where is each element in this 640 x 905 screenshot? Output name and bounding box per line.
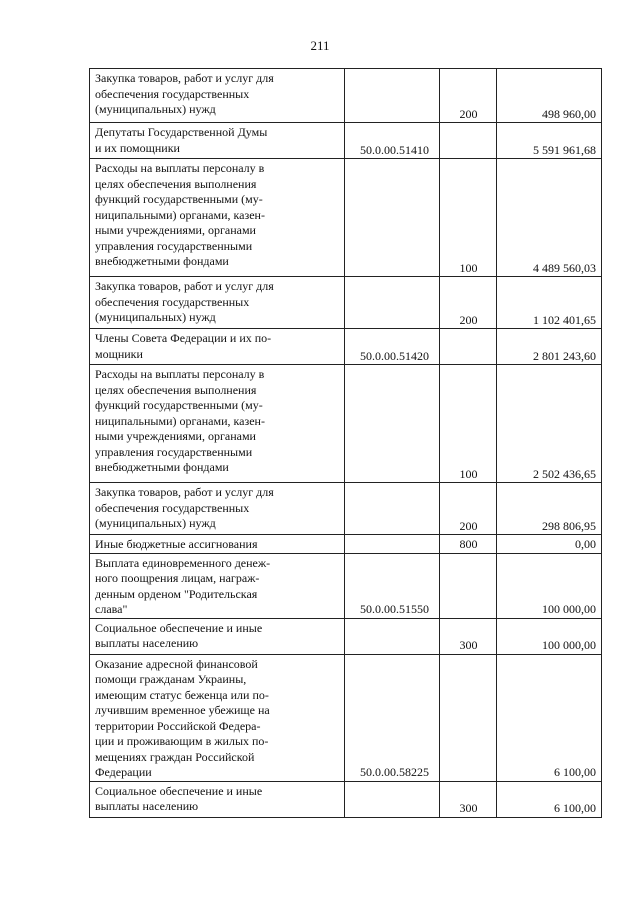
row-name-cell [90, 535, 345, 554]
row-code-cell [345, 781, 440, 817]
row-type-cell: 100 [440, 365, 497, 483]
row-name-line: ными учреждениями, органами [95, 223, 256, 237]
budget-table [89, 68, 602, 818]
table-row [90, 329, 602, 365]
row-name-line: Закупка товаров, работ и услуг для [95, 71, 274, 85]
row-name-line: функций государственными (му- [95, 398, 263, 412]
row-code-cell: 50.0.00.51410 [345, 123, 440, 159]
row-name-line: Выплата единовременного денеж- [95, 555, 271, 570]
row-name-line: ниципальными) органами, казен- [95, 413, 265, 428]
row-amount-cell: 6 100,00 [497, 781, 602, 817]
row-type-cell [440, 654, 497, 781]
row-name-line: обеспечения государственных [95, 294, 250, 309]
table-row [90, 553, 602, 618]
row-type-cell: 200 [440, 277, 497, 329]
row-type-cell: 200 [440, 69, 497, 123]
row-type-cell [440, 123, 497, 159]
row-name-line: Социальное обеспечение и иные [95, 620, 263, 635]
row-name-cell [90, 654, 345, 781]
table-row [90, 483, 602, 535]
row-code-cell: 50.0.00.51420 [345, 329, 440, 365]
row-name-line: ными учреждениями, органами [95, 429, 256, 443]
row-amount-cell: 4 489 560,03 [497, 159, 602, 277]
row-amount-cell: 5 591 961,68 [497, 123, 602, 159]
row-name-line: выплаты населению [95, 799, 199, 813]
row-name-cell [90, 781, 345, 817]
row-name-line: имеющим статус беженца или по- [95, 687, 269, 702]
table-row [90, 277, 602, 329]
row-name-line: и их помощники [95, 140, 180, 155]
row-name-cell [90, 69, 345, 123]
row-name-line: Расходы на выплаты персоналу в [95, 367, 265, 381]
row-name-line: целях обеспечения выполнения [95, 176, 257, 191]
row-name-line: ного поощрения лицам, награж- [95, 571, 260, 585]
table-row [90, 618, 602, 654]
row-amount-cell: 2 502 436,65 [497, 365, 602, 483]
row-name-line: Члены Совета Федерации и их по- [95, 331, 272, 345]
table-row [90, 535, 602, 554]
row-amount-cell: 100 000,00 [497, 553, 602, 618]
row-name-line: внебюджетными фондами [95, 254, 229, 268]
row-code-cell [345, 277, 440, 329]
row-code-cell: 50.0.00.58225 [345, 654, 440, 781]
row-name-line: обеспечения государственных [95, 500, 250, 515]
row-type-cell [440, 553, 497, 618]
row-name-line: (муниципальных) нужд [95, 516, 216, 530]
row-amount-cell: 1 102 401,65 [497, 277, 602, 329]
row-code-cell [345, 159, 440, 277]
table-row [90, 123, 602, 159]
table-row [90, 159, 602, 277]
row-name-cell [90, 277, 345, 329]
table-row [90, 654, 602, 781]
row-name-line: территории Российской Федера- [95, 718, 261, 733]
row-name-cell [90, 365, 345, 483]
row-name-cell [90, 159, 345, 277]
row-name-cell [90, 329, 345, 365]
row-name-line: помощи гражданам Украины, [95, 672, 247, 686]
row-name-line: ниципальными) органами, казен- [95, 207, 265, 222]
row-name-line: Расходы на выплаты персоналу в [95, 161, 265, 175]
page-number: 211 [310, 38, 330, 53]
row-name-line: Федерации [95, 765, 152, 779]
row-name-cell [90, 553, 345, 618]
row-code-cell [345, 69, 440, 123]
row-amount-cell: 2 801 243,60 [497, 329, 602, 365]
row-name-line: ции и проживающим в жилых по- [95, 734, 269, 748]
row-name-line: (муниципальных) нужд [95, 310, 216, 324]
row-type-cell: 300 [440, 618, 497, 654]
row-type-cell: 100 [440, 159, 497, 277]
row-name-cell [90, 123, 345, 159]
row-code-cell [345, 365, 440, 483]
row-name-line: Социальное обеспечение и иные [95, 783, 263, 798]
row-type-cell [440, 329, 497, 365]
row-type-cell: 800 [440, 535, 497, 554]
row-name-line: мощники [95, 346, 143, 361]
row-name-line: слава" [95, 602, 128, 616]
row-amount-cell: 6 100,00 [497, 654, 602, 781]
row-name-line: Депутаты Государственной Думы [95, 125, 268, 139]
row-name-line: функций государственными (му- [95, 192, 263, 206]
row-type-cell: 300 [440, 781, 497, 817]
row-name-cell [90, 618, 345, 654]
table-row [90, 781, 602, 817]
row-name-line: Закупка товаров, работ и услуг для [95, 279, 274, 293]
row-code-cell: 50.0.00.51550 [345, 553, 440, 618]
row-name-line: (муниципальных) нужд [95, 102, 216, 116]
row-type-cell: 200 [440, 483, 497, 535]
row-name-line: управления государственными [95, 238, 253, 253]
budget-table-body [90, 69, 602, 818]
row-code-cell [345, 535, 440, 554]
row-amount-cell: 498 960,00 [497, 69, 602, 123]
row-name-line: денным орденом "Родительская [95, 586, 258, 601]
row-name-line: выплаты населению [95, 636, 199, 650]
row-name-line: целях обеспечения выполнения [95, 382, 257, 397]
row-name-line: Оказание адресной финансовой [95, 656, 258, 671]
row-name-cell [90, 483, 345, 535]
row-amount-cell: 298 806,95 [497, 483, 602, 535]
row-amount-cell: 100 000,00 [497, 618, 602, 654]
table-row [90, 365, 602, 483]
row-name-line: Закупка товаров, работ и услуг для [95, 485, 274, 499]
row-name-line: обеспечения государственных [95, 86, 250, 101]
row-name-line: лучившим временное убежище на [95, 703, 270, 717]
row-code-cell [345, 483, 440, 535]
table-row [90, 69, 602, 123]
row-name-line: управления государственными [95, 444, 253, 459]
row-name-line: Иные бюджетные ассигнования [95, 537, 258, 551]
row-code-cell [345, 618, 440, 654]
row-name-line: внебюджетными фондами [95, 460, 229, 474]
row-amount-cell: 0,00 [497, 535, 602, 554]
row-name-line: мещениях граждан Российской [95, 749, 255, 764]
